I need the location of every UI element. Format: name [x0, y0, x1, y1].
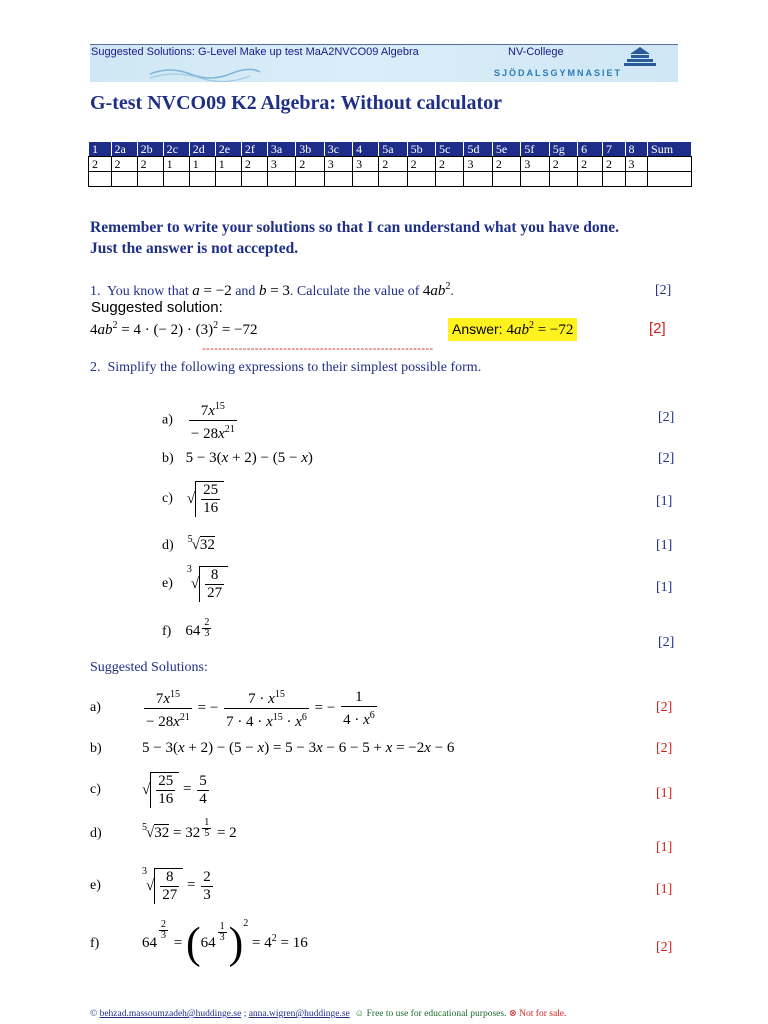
- q2f-solution-math: 64 $\frac{2}{3}$ = (64 $\frac{1}{3}$ )$^2 = 4^2 = 16$: [142, 918, 308, 968]
- score-header-cell: 2f: [241, 142, 267, 157]
- score-points-cell: 2: [407, 157, 435, 172]
- q1-answer-math: $4ab^2 = -72$: [506, 320, 574, 338]
- q2-solution-points: [2]: [656, 741, 673, 756]
- copyright-icon: ©: [90, 1009, 98, 1019]
- score-blank-cell: [379, 172, 407, 187]
- score-points-cell: 1: [189, 157, 215, 172]
- q2-item-f: [162, 617, 213, 640]
- q1-solution-math: $4ab^2 = 4$ · (− $2) \cdot (3)^2 = -72$: [90, 320, 258, 338]
- score-blank-cell: [578, 172, 603, 187]
- q2-item-points: [2]: [658, 410, 675, 425]
- header-college-text: NV-College: [508, 46, 564, 58]
- score-blank-cell: [137, 172, 163, 187]
- score-points-cell: 1: [163, 157, 189, 172]
- score-header-cell: 5b: [407, 142, 435, 157]
- q2-solution-label: b): [90, 741, 102, 756]
- q2b-expression: 5 − 3(x + 2) − (5 − x): [185, 450, 313, 466]
- q2d-solution-math: $^5$√32 = 32 $\frac{1}{5}$ = 2: [142, 817, 237, 841]
- score-header-cell: 2b: [137, 142, 163, 157]
- score-points-cell: 2: [549, 157, 577, 172]
- q2-prompt: [90, 360, 481, 376]
- score-header-cell: 4: [353, 142, 379, 157]
- score-points-cell: [648, 157, 692, 172]
- score-header-cell: 5c: [436, 142, 464, 157]
- q2-item-a: [162, 398, 239, 443]
- score-blank-cell: [215, 172, 241, 187]
- score-header-cell: 8: [625, 142, 648, 157]
- score-points-cell: 3: [353, 157, 379, 172]
- smiley-icon: ☺: [354, 1009, 365, 1019]
- email-link-2[interactable]: anna.wigren@huddinge.se: [248, 1009, 350, 1019]
- not-for-sale-text: Not for sale.: [519, 1009, 567, 1019]
- q2-item-e: [162, 566, 228, 602]
- q2-item-points: [1]: [656, 538, 673, 553]
- score-blank-cell: [492, 172, 520, 187]
- q2-solution-label: a): [90, 700, 101, 716]
- q2-item-c: [162, 481, 224, 517]
- q2-item-label: c): [162, 490, 173, 506]
- score-header-cell: 5a: [379, 142, 407, 157]
- score-blank-cell: [111, 172, 137, 187]
- score-header-cell: 5f: [521, 142, 549, 157]
- score-blank-cell: [89, 172, 112, 187]
- score-blank-cell: [603, 172, 626, 187]
- school-logo-icon: [624, 46, 656, 68]
- header-waves-decoration: [150, 60, 260, 82]
- q2b-solution-math: 5 − 3(x + 2) − (5 − x) = 5 − 3x − 6 − 5 + x = −2x − 6: [142, 740, 455, 756]
- q1-b-value: b = 3: [258, 283, 290, 299]
- q1-answer-box: [448, 318, 577, 341]
- free-use-text: Free to use for educational purposes.: [366, 1009, 507, 1019]
- q2a-expression: $\frac{7x^{15}}{- 28x^{21}}$: [190, 401, 235, 442]
- q1-prompt-a: You know that: [106, 284, 189, 299]
- q2-solutions-label: Suggested Solutions:: [90, 660, 208, 675]
- q1-prompt-b: . Calculate the value of: [289, 284, 420, 299]
- score-points-cell: 2: [578, 157, 603, 172]
- q2-item-points: [2]: [658, 451, 675, 466]
- score-points-cell: 2: [492, 157, 520, 172]
- score-blank-cell: [267, 172, 295, 187]
- score-points-cell: 2: [137, 157, 163, 172]
- q2-item-points: [1]: [656, 580, 673, 595]
- q2-solution-b: [90, 739, 454, 757]
- q2-solution-points: [2]: [656, 700, 673, 715]
- header-banner: [90, 44, 678, 82]
- score-blank-cell: [241, 172, 267, 187]
- q2-item-label: e): [162, 575, 173, 591]
- not-for-sale-icon: ⊗: [508, 1009, 517, 1019]
- q2-item-points: [2]: [658, 635, 675, 650]
- header-school-text: SJÖDALSGYMNASIET: [494, 68, 623, 78]
- q2-solution-c: [90, 772, 211, 808]
- score-points-cell: 2: [379, 157, 407, 172]
- q2-item-b: [162, 449, 313, 467]
- q1-points: [2]: [655, 283, 672, 298]
- q2-item-label: d): [162, 538, 174, 553]
- score-points-cell: 2: [111, 157, 137, 172]
- score-header-cell: 3b: [296, 142, 324, 157]
- score-header-cell: 2a: [111, 142, 137, 157]
- score-points-cell: 2: [436, 157, 464, 172]
- score-blank-cell: [296, 172, 324, 187]
- score-points-cell: 3: [324, 157, 352, 172]
- q2-solution-d: [90, 817, 237, 842]
- score-points-cell: 2: [89, 157, 112, 172]
- q2-solution-points: [1]: [656, 786, 673, 801]
- score-header-cell: 5g: [549, 142, 577, 157]
- score-header-cell: 3c: [324, 142, 352, 157]
- q1-and: and: [235, 284, 256, 299]
- q1-separator: ---------------------------------------------------------: [202, 343, 434, 355]
- q2d-expression: $^5$√32: [187, 534, 215, 553]
- score-blank-cell: [625, 172, 648, 187]
- score-header-cell: Sum: [648, 142, 692, 157]
- score-header-cell: 2e: [215, 142, 241, 157]
- score-table: [88, 141, 692, 187]
- q2-solution-points: [1]: [656, 840, 673, 855]
- score-blank-cell: [407, 172, 435, 187]
- q1-expression: $4ab^2$: [422, 281, 451, 299]
- q2c-expression: √ $\frac{25}{16}$: [187, 490, 224, 506]
- score-blank-cell: [324, 172, 352, 187]
- score-blank-cell: [464, 172, 492, 187]
- score-points-cell: 1: [215, 157, 241, 172]
- q2e-expression: $^3$√ $\frac{8}{27}$: [187, 575, 228, 591]
- score-points-cell: 2: [603, 157, 626, 172]
- q2-solution-label: f): [90, 935, 100, 951]
- score-blank-cell: [648, 172, 692, 187]
- q2c-solution-math: √ $\frac{25}{16}$ = $\frac{5}{4}$: [142, 772, 207, 807]
- email-link-1[interactable]: behzad.massoumzadeh@huddinge.se: [99, 1009, 242, 1019]
- title-bold: G-test NVCO09 K2 Algebra:: [90, 92, 337, 114]
- page-title: [90, 92, 502, 115]
- reminder-line-2: Just the answer is not accepted.: [90, 240, 299, 257]
- q2-solution-label: e): [90, 877, 101, 893]
- reminder-line-1: Remember to write your solutions so that I can understand what you have done.: [90, 219, 620, 236]
- q2-solution-a: [90, 686, 379, 731]
- score-header-cell: 7: [603, 142, 626, 157]
- q2-solution-points: [1]: [656, 882, 673, 897]
- q2f-expression: 64 $\frac{2}{3}$: [185, 617, 210, 639]
- score-blank-cell: [549, 172, 577, 187]
- score-points-cell: 3: [267, 157, 295, 172]
- q1-suggested-label: Suggested solution:: [91, 299, 223, 316]
- score-points-cell: 3: [521, 157, 549, 172]
- reminder-text: [90, 217, 619, 259]
- footer: [90, 1008, 566, 1019]
- score-header-cell: 1: [89, 142, 112, 157]
- score-points-cell: 3: [464, 157, 492, 172]
- q2-solution-label: c): [90, 781, 101, 797]
- score-points-cell: 2: [241, 157, 267, 172]
- title-rest: Without calculator: [336, 92, 503, 114]
- q1-answer-label: Answer:: [452, 321, 503, 337]
- q2-item-d: [162, 536, 215, 554]
- score-blank-cell: [521, 172, 549, 187]
- score-blank-cell: [436, 172, 464, 187]
- footer-separator: ;: [243, 1009, 247, 1019]
- score-header-cell: 2c: [163, 142, 189, 157]
- q2-number: 2.: [90, 360, 101, 375]
- q2-solution-e: [90, 868, 215, 904]
- score-points-cell: 3: [625, 157, 648, 172]
- q2-solution-label: d): [90, 826, 102, 841]
- score-table-blank-row: [89, 172, 692, 187]
- q2-item-label: f): [162, 624, 172, 639]
- score-blank-cell: [353, 172, 379, 187]
- score-points-cell: 2: [296, 157, 324, 172]
- q2-item-points: [1]: [656, 494, 673, 509]
- q2-prompt-text: Simplify the following expressions to their simplest possible form.: [107, 360, 482, 375]
- score-header-cell: 2d: [189, 142, 215, 157]
- score-blank-cell: [189, 172, 215, 187]
- score-header-cell: 6: [578, 142, 603, 157]
- score-header-cell: 3a: [267, 142, 295, 157]
- q1-prompt: 1. You know that a = −2 and b = 3. Calculate the value of $4ab^2$.: [90, 281, 454, 299]
- q2-solution-f: [90, 918, 308, 968]
- q1-a-value: a = −2: [192, 283, 232, 299]
- score-table-header-row: [89, 142, 692, 157]
- score-header-cell: 5e: [492, 142, 520, 157]
- q2-item-label: b): [162, 451, 174, 466]
- score-blank-cell: [163, 172, 189, 187]
- q2a-solution-math: $\frac{7x^{15}}{- 28x^{21}}$ = − $\frac{7 \cdot x^{15}}{7 \cdot 4 \cdot x^{15} \cdot x^6}$ = − $\frac{1}{4 \cdot x^6}$: [146, 688, 375, 730]
- header-suggested-text: Suggested Solutions: G-Level Make up test MaA2NVCO09 Algebra: [91, 46, 419, 58]
- q1-number: 1.: [90, 284, 101, 299]
- q2-solution-points: [2]: [656, 940, 673, 955]
- q1-answer-points: [2]: [649, 320, 666, 337]
- score-header-cell: 5d: [464, 142, 492, 157]
- q2-item-label: a): [162, 412, 173, 428]
- score-table-points-row: [89, 157, 692, 172]
- q2e-solution-math: $^3$√ $\frac{8}{27}$ = $\frac{2}{3}$: [142, 866, 211, 903]
